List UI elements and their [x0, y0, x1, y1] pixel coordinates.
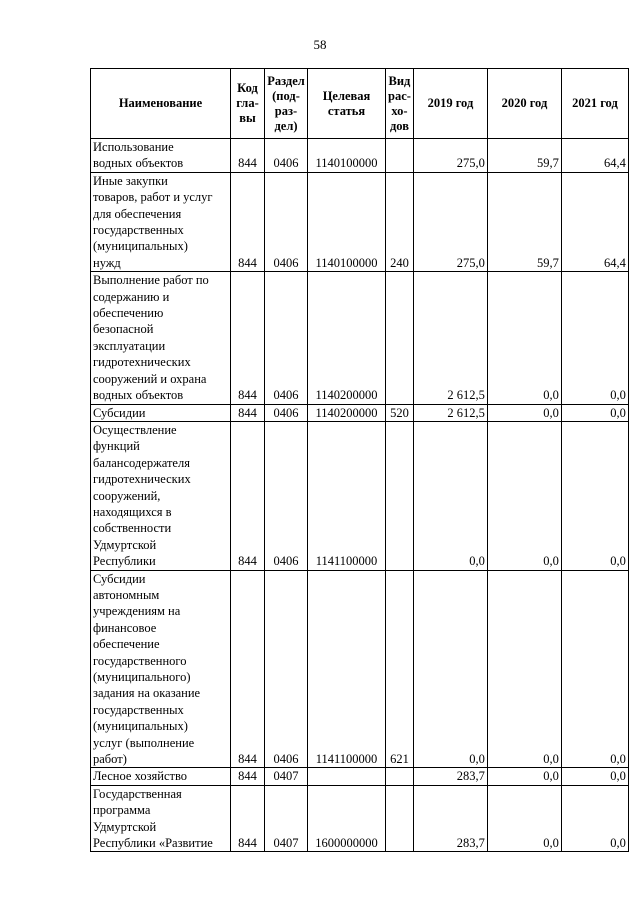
- row-2020: 0,0: [487, 768, 561, 785]
- row-glava: 844: [231, 404, 265, 421]
- row-vid: 520: [386, 404, 414, 421]
- row-razdel: 0406: [265, 172, 308, 271]
- row-celevaya: 1140200000: [308, 404, 386, 421]
- row-2021: 64,4: [561, 139, 628, 173]
- row-2019: 2 612,5: [413, 272, 487, 404]
- row-celevaya: 1141100000: [308, 570, 386, 768]
- header-2020: [487, 69, 561, 139]
- row-razdel: 0407: [265, 785, 308, 852]
- row-name: Осуществление функций балансодержателя гидротехнических сооружений, находящихся в собственности Удмуртской Республики: [91, 421, 231, 570]
- row-2020: 0,0: [487, 421, 561, 570]
- row-2020: 59,7: [487, 172, 561, 271]
- row-2019: 0,0: [413, 421, 487, 570]
- header-vid: [386, 69, 414, 139]
- row-name: Использование водных объектов: [91, 139, 231, 173]
- row-name: Субсидии автономным учреждениям на финансовое обеспечение государственного (муниципального) задания на оказание государственных (муниципальных) услуг (выполнение работ): [91, 570, 231, 768]
- header-2020-text: 2020 год: [501, 96, 548, 110]
- header-celevaya-text: Целевая статья: [322, 88, 371, 118]
- row-vid: [386, 421, 414, 570]
- table-row: [91, 421, 629, 570]
- row-razdel: 0406: [265, 404, 308, 421]
- row-2019: 2 612,5: [413, 404, 487, 421]
- row-razdel: 0406: [265, 570, 308, 768]
- table-row: [91, 139, 629, 173]
- header-razdel-text: Раздел (под- раз- дел): [267, 73, 305, 133]
- row-2019: 283,7: [413, 768, 487, 785]
- row-2020: 59,7: [487, 139, 561, 173]
- header-celevaya: [308, 69, 386, 139]
- header-vid-text: Вид рас- хо- дов: [388, 73, 411, 133]
- row-2021: 64,4: [561, 172, 628, 271]
- row-name: Государственная программа Удмуртской Республики «Развитие: [91, 785, 231, 852]
- row-vid: [386, 139, 414, 173]
- row-razdel: 0407: [265, 768, 308, 785]
- row-2021: 0,0: [561, 404, 628, 421]
- row-2021: 0,0: [561, 272, 628, 404]
- row-glava: 844: [231, 172, 265, 271]
- row-2020: 0,0: [487, 404, 561, 421]
- row-2019: 275,0: [413, 172, 487, 271]
- row-2019: 0,0: [413, 570, 487, 768]
- table-row: [91, 272, 629, 404]
- row-2021: 0,0: [561, 421, 628, 570]
- header-2019: [413, 69, 487, 139]
- row-celevaya: 1140100000: [308, 172, 386, 271]
- row-glava: 844: [231, 768, 265, 785]
- row-glava: 844: [231, 785, 265, 852]
- row-vid: 240: [386, 172, 414, 271]
- row-glava: 844: [231, 272, 265, 404]
- row-name: Лесное хозяйство: [91, 768, 231, 785]
- row-celevaya: 1140200000: [308, 272, 386, 404]
- row-name: Выполнение работ по содержанию и обеспечению безопасной эксплуатации гидротехнических сооружений и охрана водных объектов: [91, 272, 231, 404]
- table-row: [91, 172, 629, 271]
- row-vid: 621: [386, 570, 414, 768]
- row-celevaya: 1141100000: [308, 421, 386, 570]
- header-2019-text: 2019 год: [427, 96, 474, 110]
- table-row: [91, 570, 629, 768]
- row-2021: 0,0: [561, 570, 628, 768]
- header-2021: [561, 69, 628, 139]
- page-number: 58: [313, 37, 327, 52]
- header-razdel: [265, 69, 308, 139]
- header-name-text: Наименование: [118, 96, 203, 110]
- row-glava: 844: [231, 570, 265, 768]
- row-vid: [386, 768, 414, 785]
- row-glava: 844: [231, 421, 265, 570]
- row-2020: 0,0: [487, 785, 561, 852]
- header-2021-text: 2021 год: [572, 96, 618, 110]
- row-razdel: 0406: [265, 272, 308, 404]
- row-name: Иные закупки товаров, работ и услуг для обеспечения государственных (муниципальных) нужд: [91, 172, 231, 271]
- table-row: [91, 404, 629, 421]
- budget-table: [90, 68, 629, 852]
- row-celevaya: [308, 768, 386, 785]
- row-razdel: 0406: [265, 139, 308, 173]
- row-celevaya: 1140100000: [308, 139, 386, 173]
- header-row: [91, 69, 629, 139]
- header-glava: [231, 69, 265, 139]
- table-row: [91, 768, 629, 785]
- row-2021: 0,0: [561, 785, 628, 852]
- row-2021: 0,0: [561, 768, 628, 785]
- header-name: [91, 69, 231, 139]
- row-vid: [386, 785, 414, 852]
- row-2020: 0,0: [487, 570, 561, 768]
- row-name: Субсидии: [91, 404, 231, 421]
- row-glava: 844: [231, 139, 265, 173]
- row-2020: 0,0: [487, 272, 561, 404]
- header-glava-text: Код гла- вы: [236, 81, 259, 125]
- row-razdel: 0406: [265, 421, 308, 570]
- row-celevaya: 1600000000: [308, 785, 386, 852]
- row-2019: 283,7: [413, 785, 487, 852]
- table-row: [91, 785, 629, 852]
- row-2019: 275,0: [413, 139, 487, 173]
- row-vid: [386, 272, 414, 404]
